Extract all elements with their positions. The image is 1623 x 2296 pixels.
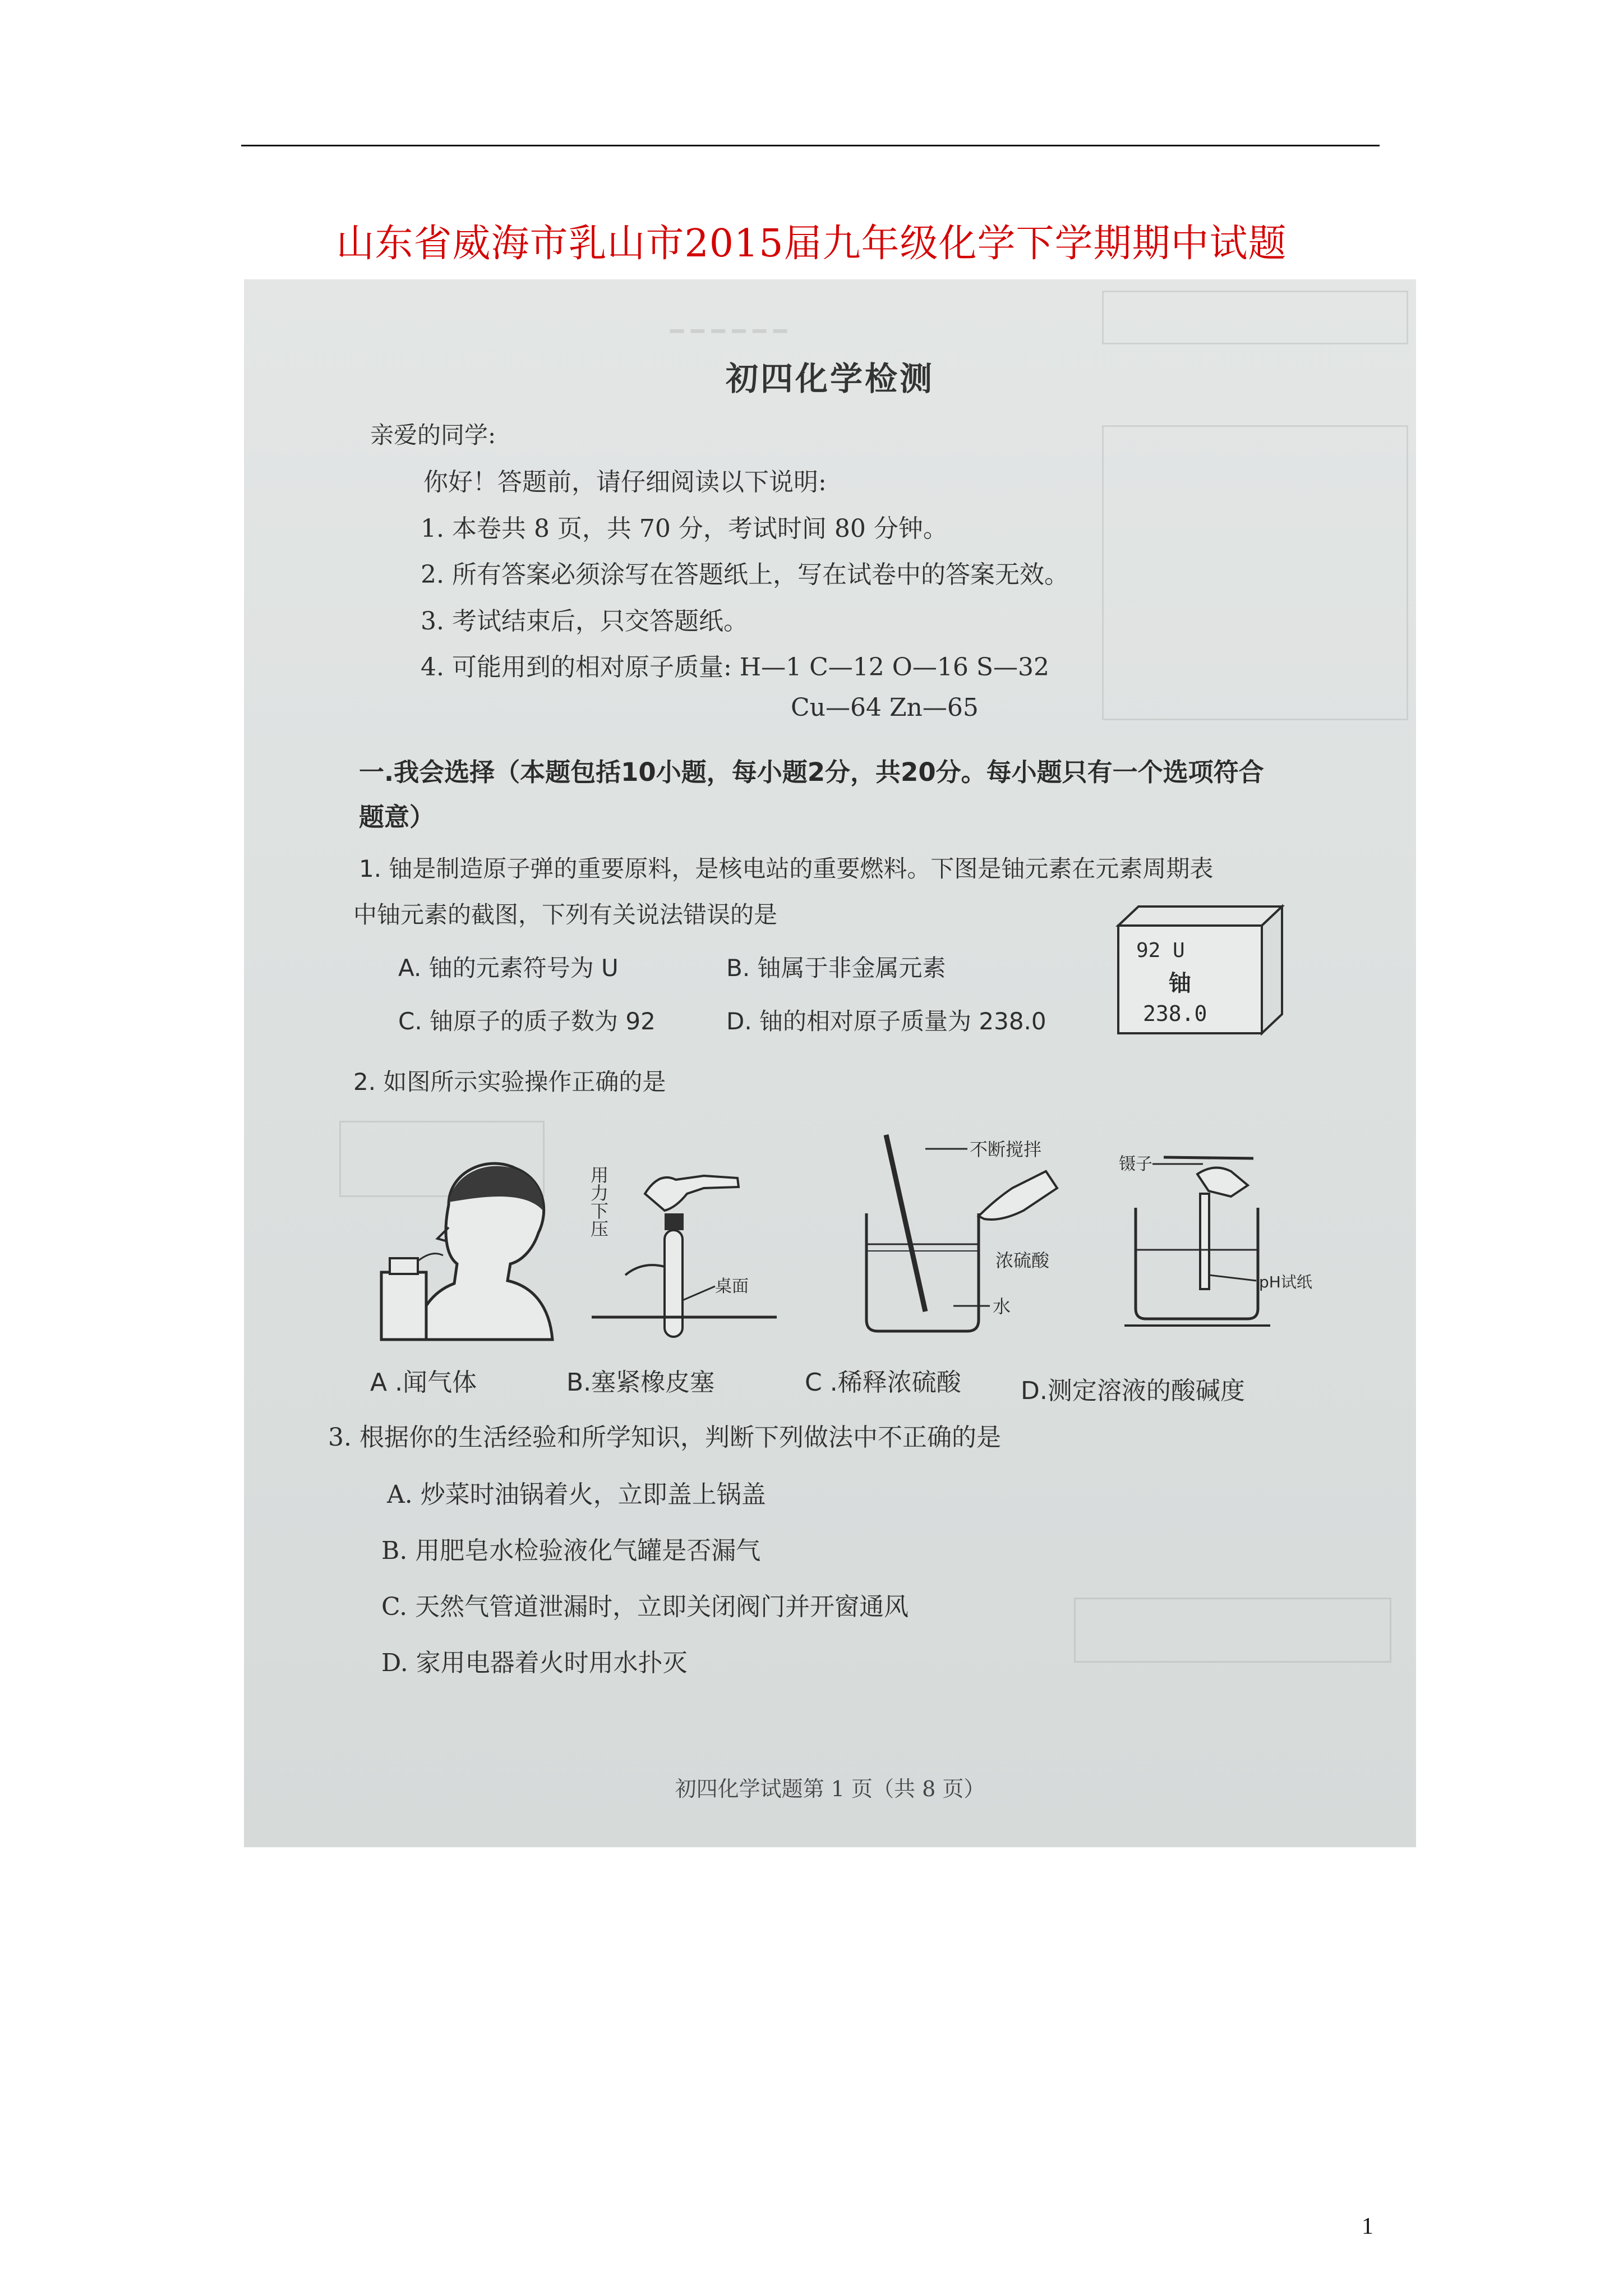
instruction-3: 3. 考试结束后，只交答题纸。 [421, 607, 748, 636]
element-name: 铀 [1169, 970, 1191, 996]
ph-test-illustration [1063, 1140, 1326, 1342]
stopper-illustration [588, 1132, 782, 1345]
q3-option-b: B. 用肥皂水检验液化气罐是否漏气 [381, 1536, 761, 1565]
exam-page-footer: 初四化学试题第 1 页（共 8 页） [675, 1777, 985, 1801]
instruction-2: 2. 所有答案必须涂写在答题纸上，写在试卷中的答案无效。 [421, 560, 1069, 589]
diluting-acid-illustration [810, 1126, 1068, 1345]
q1-option-d: D. 铀的相对原子质量为 238.0 [726, 1007, 1046, 1035]
exam-title: 初四化学检测 [725, 360, 934, 398]
section-heading: 一.我会选择（本题包括10小题，每小题2分，共20分。每小题只有一个选项符合 [359, 757, 1264, 787]
bleed-through-box [1102, 291, 1408, 344]
atomic-masses-line2: Cu—64 Zn—65 [791, 693, 979, 722]
q1-option-c: C. 铀原子的质子数为 92 [398, 1007, 656, 1035]
q2-stem: 2. 如图所示实验操作正确的是 [353, 1068, 666, 1096]
label-ph-paper: pH试纸 [1259, 1273, 1312, 1291]
page-number: 1 [1362, 2214, 1373, 2239]
bleed-through-table [1102, 425, 1408, 720]
label-acid: 浓硫酸 [995, 1250, 1050, 1271]
document-title: 山东省威海市乳山市2015届九年级化学下学期期中试题 [336, 222, 1287, 266]
instruction-4: 4. 可能用到的相对原子质量: H—1 C—12 O—16 S—32 [421, 653, 1049, 682]
q3-option-a: A. 炒菜时油锅着火，立即盖上锅盖 [387, 1480, 766, 1509]
q1-stem-line2: 中铀元素的截图，下列有关说法错误的是 [353, 901, 778, 928]
bleed-through-text: ━ ━ ━ ━ ━ ━ [670, 319, 787, 344]
q3-stem: 3. 根据你的生活经验和所学知识，判断下列做法中不正确的是 [328, 1423, 1001, 1452]
q2-caption-b: B.塞紧橡皮塞 [566, 1368, 715, 1397]
element-number-symbol: 92 U [1136, 939, 1185, 962]
q2-caption-c: C .稀释浓硫酸 [805, 1368, 961, 1397]
section-heading-cont: 题意） [359, 802, 435, 832]
instruction-1: 1. 本卷共 8 页，共 70 分，考试时间 80 分钟。 [421, 514, 948, 543]
label-stir: 不断搅拌 [970, 1139, 1042, 1160]
element-mass: 238.0 [1143, 1001, 1207, 1026]
q1-stem-line1: 1. 铀是制造原子弹的重要原料，是核电站的重要燃料。下图是铀元素在元素周期表 [359, 855, 1214, 882]
q2-caption-a: A .闻气体 [370, 1368, 477, 1397]
intro: 你好！答题前，请仔细阅读以下说明: [423, 468, 827, 496]
q1-option-b: B. 铀属于非金属元素 [726, 954, 946, 982]
bleed-through-box [1074, 1598, 1391, 1663]
greeting: 亲爱的同学: [370, 421, 496, 449]
label-desk: 桌面 [715, 1277, 749, 1296]
q3-option-d: D. 家用电器着火时用水扑灭 [381, 1649, 688, 1677]
q2-caption-d: D.测定溶液的酸碱度 [1021, 1377, 1245, 1405]
label-tweezers: 镊子 [1119, 1154, 1152, 1174]
label-water: 水 [993, 1296, 1011, 1317]
header-rule [241, 145, 1380, 146]
label-press: 用力下压 [588, 1166, 609, 1237]
q3-option-c: C. 天然气管道泄漏时，立即关闭阀门并开窗通风 [381, 1593, 909, 1621]
smelling-gas-illustration [365, 1143, 566, 1345]
scanned-exam-page [244, 279, 1416, 1847]
q1-option-a: A. 铀的元素符号为 U [398, 954, 619, 982]
uranium-element-box [1110, 902, 1290, 1039]
